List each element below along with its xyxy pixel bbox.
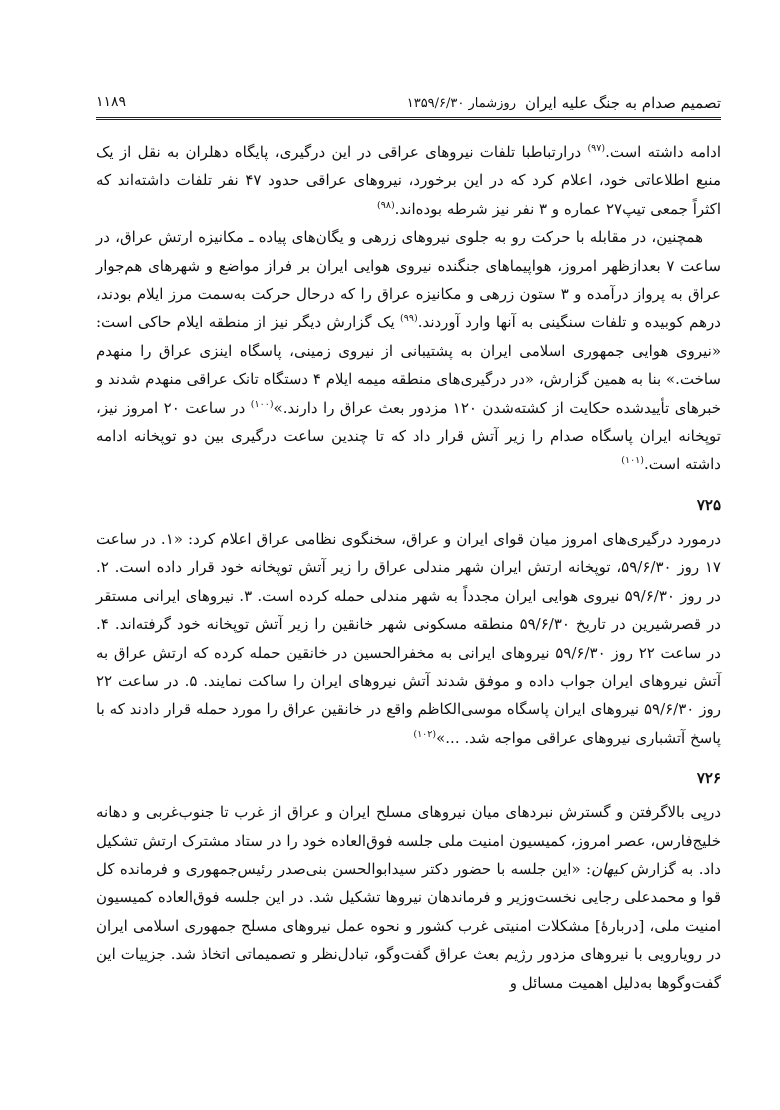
section-number-725: ۷۲۵ [696,495,721,514]
footnote-ref: (۹۷) [587,143,606,154]
book-title: تصمیم صدام به جنگ علیه ایران [525,94,721,112]
footnote-ref: (۱۰۱) [621,455,644,467]
section-number-726: ۷۲۶ [696,769,721,788]
text-run: یک گزارش دیگر نیز از منطقه ایلام حاکی است: «نیروی هوایی جمهوری اسلامی ایران به پشتیبانی از نیروی زمینی، پاسگاه اینزی عراق را منهدم ساخت.» بنا به همین گزارش، «در درگیری‌های منطقه میمه ایلام ۴ دستگاه تانک عراقی منهدم شدند و خبرهای تأییدشده حکایت از کشته‌شدن ۱۲۰ مزدور بعث عراق را دارند.» [96,313,721,417]
newspaper-name: کیهان [591,859,626,878]
footnote-ref: (۱۰۲) [413,728,437,740]
paragraph-726 [96,798,721,997]
text-run: در ساعت ۲۰ امروز نیز، توپخانه ایران پاسگاه صدام را زیر آتش قرار داد که تا چندین ساعت درگیری بین دو توپخانه ادامه داشته است. [96,398,721,474]
paragraph-725 [96,525,721,752]
footnote-ref: (۹۹) [400,313,418,325]
text-run: همچنین، در مقابله با حرکت رو به جلوی نیروهای زرهی و یگان‌های پیاده ـ مکانیزه ارتش عراق، در ساعت ۷ بعدازظهر امروز، هواپیماهای جنگنده نیروی هوایی ایران بر فراز مواضع و شهرهای هم‌جوار عراق به پرواز درآمده و ۳ ستون زرهی و مکانیزه عراق را که درحال حرکت به‌سمت مرز ایلام بودند، درهم کوبیده و تلفات سنگینی به آنها وارد آوردند. [96,228,721,332]
paragraph-1 [96,138,721,223]
text-run: ادامه داشته است. [605,143,721,161]
text-run: : «این جلسه با حضور دکتر سیدابوالحسن بنی‌صدر رئیس‌جمهوری و فرمانده کل قوا و محمدعلی رجایی نخست‌وزیر و فرماندهان نیروها تشکیل شد. در این جلسه فوق‌العاده کمیسیون امنیت ملی، [دربارهٔ] مشکلات امنیتی غرب کشور و نحوه عمل نیروهای مسلح جمهوری اسلامی ایران در رویارویی با نیروهای مزدور رژیم بعث عراق گفت‌وگو، تبادل‌نظر و تصمیماتی اتخاذ شد. جزییات این گفت‌وگوها به‌دلیل اهمیت مسائل و [96,859,721,992]
header-rule [96,117,721,120]
chronology-date: روزشمار ۱۳۵۹/۶/۳۰ [406,96,516,111]
paragraph-2 [96,223,721,479]
footnote-ref: (۱۰۰) [250,398,274,410]
main-text [96,138,721,997]
footnote-ref: (۹۸) [377,199,395,211]
page-number: ۱۱۸۹ [96,94,127,110]
text-run: درارتباطبا تلفات نیروهای عراقی در این درگیری، پایگاه دهلران به نقل از یک منبع اطلاعاتی خود، اعلام کرد که در این برخورد، نیروهای عراقی حدود ۴۷ نفر تلفات داشته‌اند که اکثراً جمعی تیپ۲۷ عماره و ۳ نفر نیز شرطه بوده‌اند. [96,143,721,218]
running-header [96,90,721,120]
text-run: درپی بالاگرفتن و گسترش نبردهای میان نیروهای مسلح ایران و عراق از غرب تا جنوب‌غربی و دهانه خلیج‌فارس، عصر امروز، کمیسیون امنیت ملی جلسه فوق‌العاده خود را در ستاد مشترک ارتش تشکیل داد. به گزارش [96,803,721,878]
text-run: درمورد درگیری‌های امروز میان قوای ایران و عراق، سخنگوی نظامی عراق اعلام کرد: «۱. در ساعت ۱۷ روز ۵۹/۶/۳۰، توپخانه ارتش ایران شهر مندلی عراق را زیر آتش توپخانه خود قرار داده است. ۲. در روز ۵۹/۶/۳۰ نیروی هوایی ایران مجدداً به شهر مندلی حمله کرده است. ۳. نیروهای ایرانی مستقر در قصرشیرین در تاریخ ۵۹/۶/۳۰ منطقه مسکونی شهر خانقین را زیر آتش توپخانه خود گرفته‌اند. ۴. در ساعت ۲۲ روز ۵۹/۶/۳۰ نیروهای ایرانی به مخفرالحسین در خانقین حمله کرده که ارتش عراق به آتش نیروهای ایران جواب داده و موفق شدند آتش نیروهای ایران را ساکت نمایند. ۵. در ساعت ۲۲ روز ۵۹/۶/۳۰ نیروهای ایران پاسگاه موسی‌الکاظم واقع در خانقین عراق را مورد حمله قرار دادند که با پاسخ آتشباری نیروهای عراقی مواجه شد. ...» [96,529,721,747]
